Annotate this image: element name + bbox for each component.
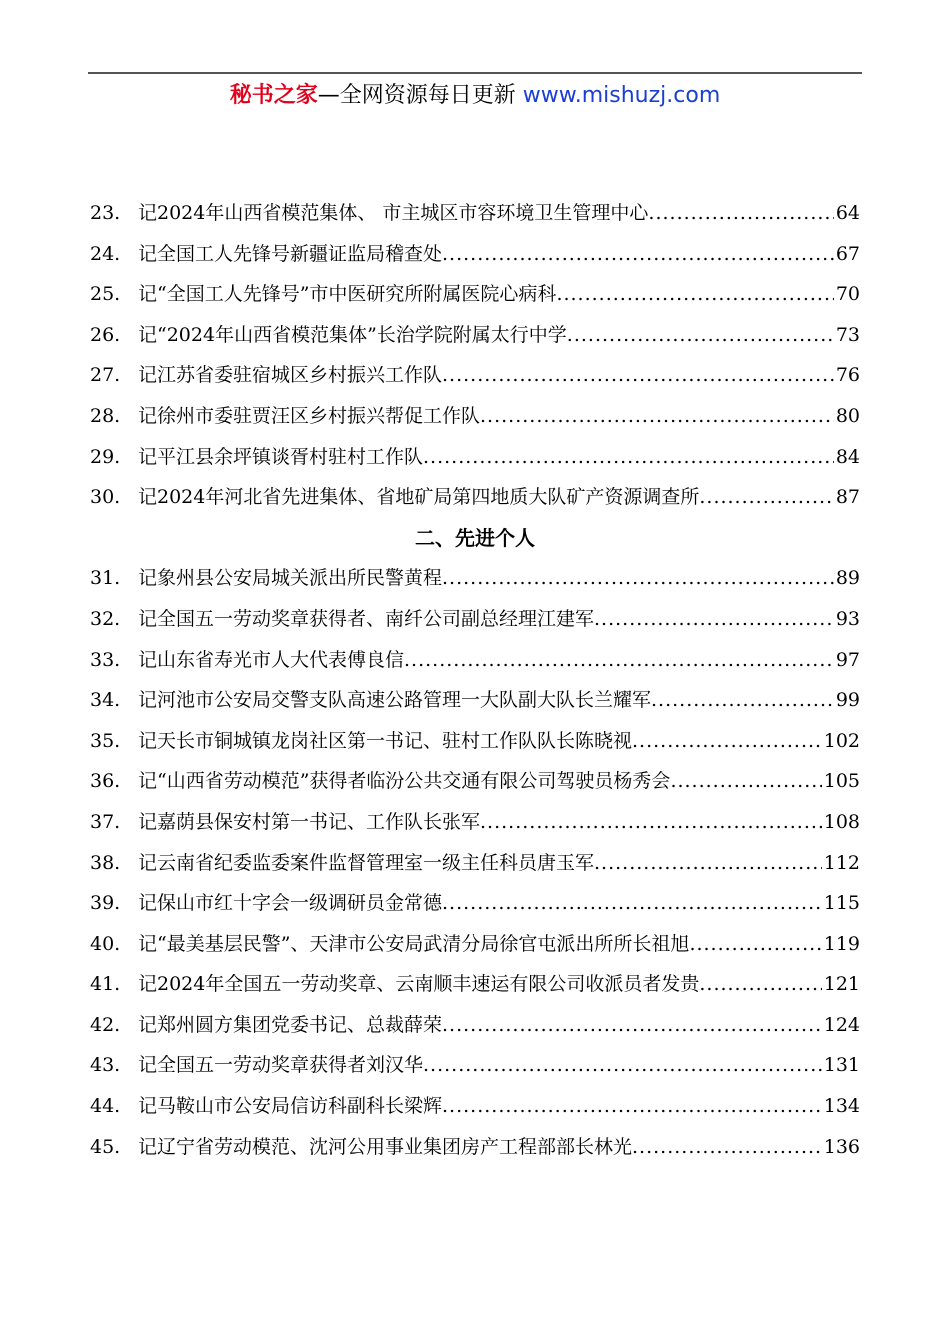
toc-entry-number: 30. (90, 486, 121, 509)
toc-entry-page: 64 (835, 202, 860, 224)
toc-entry-page: 99 (835, 689, 860, 712)
toc-entry-title: 记马鞍山市公安局信访科副科长梁辉 (138, 1095, 443, 1118)
toc-dot-leader (442, 883, 822, 923)
toc-entry-title: 记2024年山西省模范集体、 市主城区市容环境卫生管理中心 (138, 202, 649, 224)
toc-entry-page: 119 (823, 932, 860, 955)
toc-entry-page: 121 (823, 973, 860, 996)
toc-entry[interactable] (90, 1045, 860, 1086)
toc-entry[interactable] (90, 274, 860, 315)
toc-dot-leader (442, 355, 834, 395)
toc-entry-number: 37. (90, 810, 121, 833)
toc-entry[interactable] (90, 924, 860, 965)
toc-entry[interactable] (90, 234, 860, 275)
toc-entry-number: 25. (90, 283, 121, 306)
toc-entry-number: 31. (90, 567, 121, 590)
toc-entry-title: 记山东省寿光市人大代表傅良信 (138, 648, 405, 671)
toc-entry-number: 38. (90, 851, 121, 874)
toc-entry[interactable] (90, 477, 860, 518)
header-brand: 秘书之家 (229, 83, 318, 108)
toc-dot-leader (594, 599, 834, 639)
toc-entry-page: 93 (835, 607, 860, 630)
toc-entry-page: 97 (835, 648, 860, 671)
toc-entry-title: 记象州县公安局城关派出所民警黄程 (138, 567, 443, 590)
toc-entry-title: 记全国五一劳动奖章获得者、南纤公司副总经理江建军 (138, 607, 595, 630)
toc-entry-page: 124 (823, 1013, 860, 1036)
toc-entry-page: 105 (823, 770, 860, 793)
toc-entry-page: 67 (835, 242, 860, 265)
toc-entry-number: 24. (90, 242, 121, 265)
toc-entry-page: 134 (823, 1095, 860, 1118)
section-heading: 二、先进个人 (415, 525, 535, 550)
toc-entry-number: 32. (90, 607, 121, 630)
toc-entry-number: 35. (90, 729, 121, 752)
toc-entry-page: 73 (835, 323, 860, 346)
toc-entry[interactable] (90, 883, 860, 924)
toc-entry-number: 42. (90, 1013, 121, 1036)
toc-entry[interactable] (90, 396, 860, 437)
toc-entry[interactable] (90, 1127, 860, 1168)
toc-entry-number: 33. (90, 648, 121, 671)
toc-dot-leader (480, 802, 822, 842)
toc-entry-title: 记云南省纪委监委案件监督管理室一级主任科员唐玉军 (138, 851, 595, 874)
toc-group-individuals (90, 558, 860, 1167)
toc-dot-leader (594, 843, 822, 883)
toc-entry-number: 43. (90, 1054, 121, 1077)
toc-group-collectives (90, 193, 860, 518)
toc-entry-number: 29. (90, 445, 121, 468)
toc-dot-leader (567, 315, 834, 355)
toc-dot-leader (632, 1127, 822, 1167)
toc-entry-title: 记2024年全国五一劳动奖章、云南顺丰速运有限公司收派员者发贵 (138, 973, 700, 996)
toc-entry[interactable] (90, 1086, 860, 1127)
toc-entry-title: 记“山西省劳动模范”获得者临汾公共交通有限公司驾驶员杨秀会 (138, 770, 671, 793)
toc-entry-number: 34. (90, 689, 121, 712)
toc-entry-number: 44. (90, 1095, 121, 1118)
toc-dot-leader (480, 396, 834, 436)
toc-entry-title: 记保山市红十字会一级调研员金常德 (138, 892, 443, 915)
toc-entry[interactable] (90, 640, 860, 681)
toc-entry-title: 记全国五一劳动奖章获得者刘汉华 (138, 1054, 424, 1077)
toc-entry-title: 记“全国工人先锋号”市中医研究所附属医院心病科 (138, 283, 557, 306)
toc-entry[interactable] (90, 355, 860, 396)
toc-entry[interactable] (90, 680, 860, 721)
toc-entry-number: 45. (90, 1135, 121, 1158)
toc-entry[interactable] (90, 558, 860, 599)
toc-entry-title: 记徐州市委驻贾汪区乡村振兴帮促工作队 (138, 404, 481, 427)
toc-entry-title: 记郑州圆方集团党委书记、总裁薛荣 (138, 1013, 443, 1036)
toc-dot-leader (632, 721, 822, 761)
toc-entry-page: 89 (835, 567, 860, 590)
toc-entry[interactable] (90, 721, 860, 762)
toc-entry-page: 102 (823, 729, 860, 752)
toc-entry-title: 记“2024年山西省模范集体”长治学院附属太行中学 (138, 323, 567, 346)
toc-entry-number: 23. (90, 202, 121, 224)
toc-entry[interactable] (90, 599, 860, 640)
toc-entry[interactable] (90, 802, 860, 843)
toc-entry[interactable] (90, 761, 860, 802)
toc-entry-page: 87 (835, 486, 860, 509)
toc-entry-number: 36. (90, 770, 121, 793)
toc-entry-title: 记嘉荫县保安村第一书记、工作队长张军 (138, 810, 481, 833)
toc-entry-number: 41. (90, 973, 121, 996)
toc-dot-leader (651, 680, 834, 720)
toc-dot-leader (699, 477, 833, 517)
toc-entry-number: 26. (90, 323, 121, 346)
header-tagline: —全网资源每日更新 (317, 83, 523, 108)
toc-entry-title: 记河池市公安局交警支队高速公路管理一大队副大队长兰耀军 (138, 689, 652, 712)
toc-dot-leader (699, 964, 821, 1004)
toc-entry-page: 131 (823, 1054, 860, 1077)
toc-entry-number: 28. (90, 404, 121, 427)
toc-entry-page: 80 (835, 404, 860, 427)
toc-entry[interactable] (90, 964, 860, 1005)
toc-dot-leader (442, 1005, 822, 1045)
toc-entry[interactable] (90, 1005, 860, 1046)
toc-dot-leader (442, 234, 834, 274)
toc-entry-number: 39. (90, 892, 121, 915)
toc-dot-leader (423, 1045, 822, 1085)
toc-entry-title: 记2024年河北省先进集体、省地矿局第四地质大队矿产资源调查所 (138, 486, 700, 509)
header-rule (88, 72, 862, 74)
toc-dot-leader (556, 274, 833, 314)
toc-entry-page: 115 (823, 892, 860, 915)
toc-dot-leader (404, 640, 834, 680)
toc-entry-page: 136 (823, 1135, 860, 1158)
toc-dot-leader (442, 1086, 822, 1126)
toc-entry-title: 记辽宁省劳动模范、沈河公用事业集团房产工程部部长林光 (138, 1135, 633, 1158)
page-header (0, 80, 950, 112)
toc-entry-title: 记江苏省委驻宿城区乡村振兴工作队 (138, 364, 443, 387)
toc-entry-page: 76 (835, 364, 860, 387)
toc-entry-title: 记“最美基层民警”、天津市公安局武清分局徐官屯派出所所长祖旭 (138, 932, 690, 955)
toc-entry-title: 记天长市铜城镇龙岗社区第一书记、驻村工作队队长陈晓视 (138, 729, 633, 752)
toc-entry[interactable] (90, 437, 860, 478)
toc-dot-leader (689, 924, 821, 964)
toc-entry-title: 记全国工人先锋号新疆证监局稽查处 (138, 242, 443, 265)
toc-entry[interactable] (90, 843, 860, 884)
toc-entry-number: 40. (90, 932, 121, 955)
toc-entry-page: 70 (835, 283, 860, 306)
toc-entry[interactable] (90, 193, 860, 234)
toc-entry-page: 108 (823, 810, 860, 833)
toc-entry-page: 112 (823, 851, 860, 874)
toc-entry-number: 27. (90, 364, 121, 387)
toc-dot-leader (670, 761, 821, 801)
toc-entry[interactable] (90, 315, 860, 356)
toc-dot-leader (648, 193, 833, 233)
table-of-contents (90, 193, 860, 1167)
header-url-link[interactable]: www.mishuzj.com (522, 83, 721, 108)
toc-entry-title: 记平江县余坪镇谈胥村驻村工作队 (138, 445, 424, 468)
toc-entry-page: 84 (835, 445, 860, 468)
toc-dot-leader (423, 437, 834, 477)
toc-dot-leader (442, 558, 834, 598)
